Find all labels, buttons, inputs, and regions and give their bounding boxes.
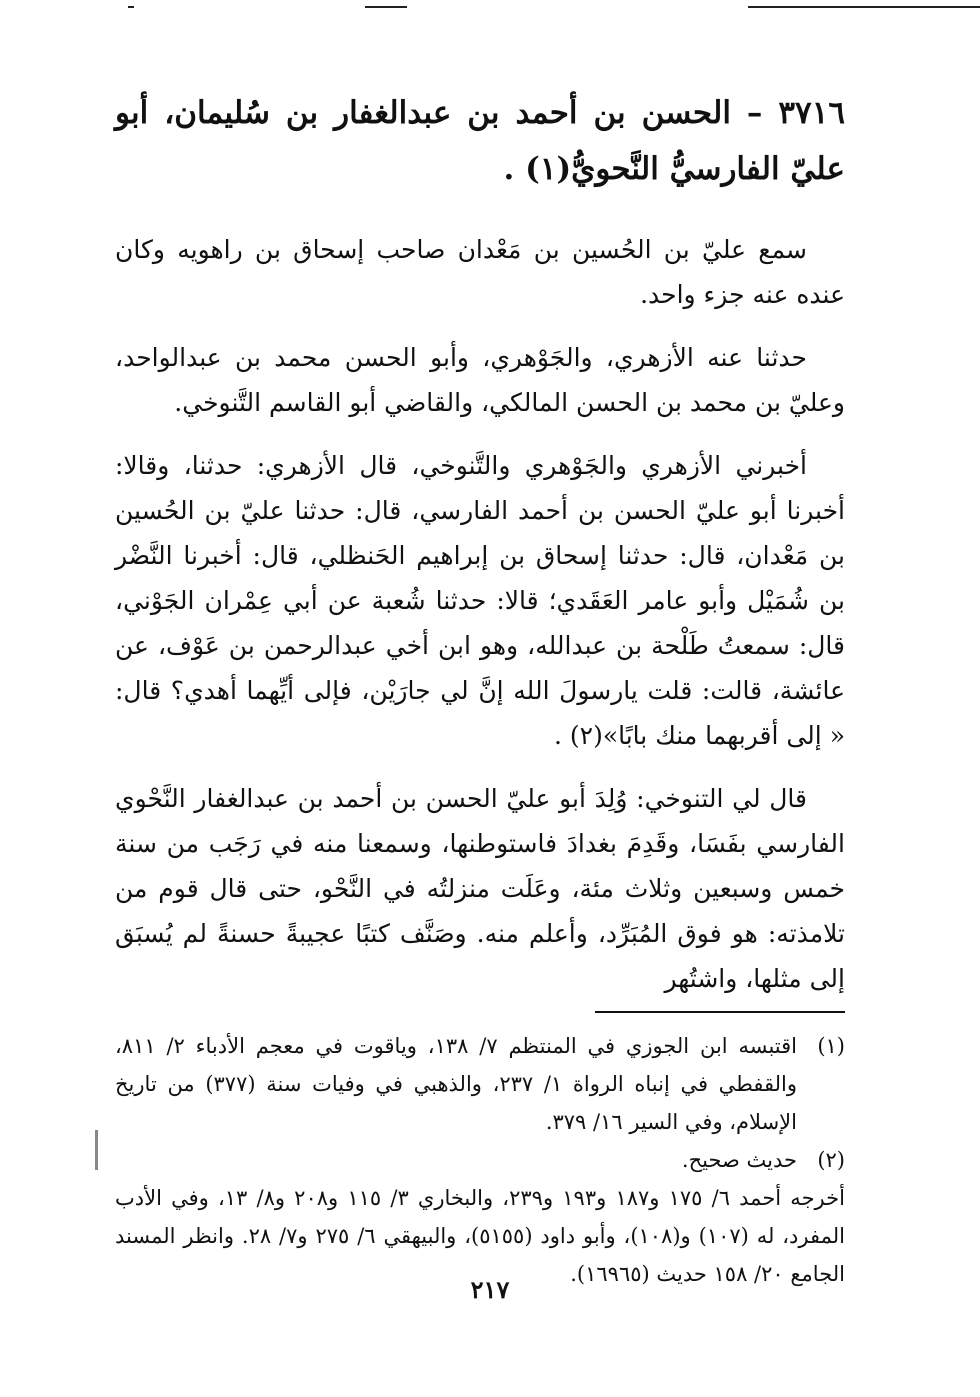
scan-margin-mark [95, 1130, 98, 1170]
paragraph-heard-from: سمع عليّ بن الحُسين بن مَعْدان صاحب إسحاق بن راهويه وكان عنده عنه جزء واحد. [115, 235, 845, 309]
footnote-number: (٢) [817, 1148, 845, 1172]
page-number: ٢١٧ [470, 1275, 510, 1304]
footnote-divider [595, 1011, 845, 1013]
scan-edge-marks [0, 0, 980, 20]
paragraph-narrators: حدثنا عنه الأزهري، والجَوْهري، وأبو الحسن محمد بن عبدالواحد، وعليّ بن محمد بن الحسن المالكي، والقاضي أبو القاسم التَّنوخي. [115, 343, 845, 417]
paragraph-biography: قال لي التنوخي: وُلِدَ أبو عليّ الحسن بن أحمد بن عبدالغفار النَّحْوي الفارسي بفَسَا، وقَدِمَ بغدادَ فاستوطنها، وسمعنا منه في رَجَب من سنة خمس وسبعين وثلاث مئة، وعَلَت منزلتُه في النَّحْو، حتى قال قوم من تلامذته: هو فوق المُبَرِّد، وأعلم منه. وصَنَّف كتبًا عجيبةً حسنةً لم يُسبَق إلى مثلها، واشتُهر [115, 784, 845, 993]
footnote-2 [115, 1141, 845, 1179]
footnotes [115, 1027, 845, 1293]
footnote-text: حديث صحيح. [681, 1148, 797, 1172]
footnote-number: (١) [817, 1034, 845, 1058]
page-body [115, 85, 845, 1293]
paragraph-hadith: أخبرني الأزهري والجَوْهري والتَّنوخي، قال الأزهري: حدثنا، وقالا: أخبرنا أبو عليّ الحسن بن أحمد الفارسي، قال: حدثنا عليّ بن الحُسين بن مَعْدان، قال: حدثنا إسحاق بن إبراهيم الحَنظلي، قال: أخبرنا النَّضْر بن شُمَيْل وأبو عامر العَقَدي؛ قالا: حدثنا شُعبة عن أبي عِمْران الجَوْني، قال: سمعتُ طَلْحة بن عبدالله، وهو ابن أخي عبدالرحمن بن عَوْف، عن عائشة، قالت: قلت يارسولَ الله إنَّ لي جارَيْن، فإلى أيِّهما أهدي؟ قال: « إلى أقربهما منك بابًا»(٢) . [115, 451, 845, 750]
footnote-1 [115, 1027, 845, 1141]
footnote-text: اقتبسه ابن الجوزي في المنتظم ٧/ ١٣٨، وياقوت في معجم الأدباء ٢/ ٨١١، والقفطي في إنباه الرواة ١/ ٢٣٧، والذهبي في وفيات سنة (٣٧٧) من تاريخ الإسلام، وفي السير ١٦/ ٣٧٩. [115, 1034, 797, 1134]
entry-heading: ٣٧١٦ – الحسن بن أحمد بن عبدالغفار بن سُليمان، أبو عليّ الفارسيُّ النَّحويُّ(١) . [115, 95, 845, 187]
footnote-2-continuation: أخرجه أحمد ٦/ ١٧٥ و١٨٧ و١٩٣ و٢٣٩، والبخاري ٣/ ١١٥ و٢٠٨ و٨/ ١٣، وفي الأدب المفرد، له (١٠٧) و(١٠٨)، وأبو داود (٥١٥٥)، والبيهقي ٦/ ٢٧٥ و٧/ ٢٨. وانظر المسند الجامع ٢٠/ ١٥٨ حديث (١٦٩٦٥). [115, 1186, 845, 1286]
